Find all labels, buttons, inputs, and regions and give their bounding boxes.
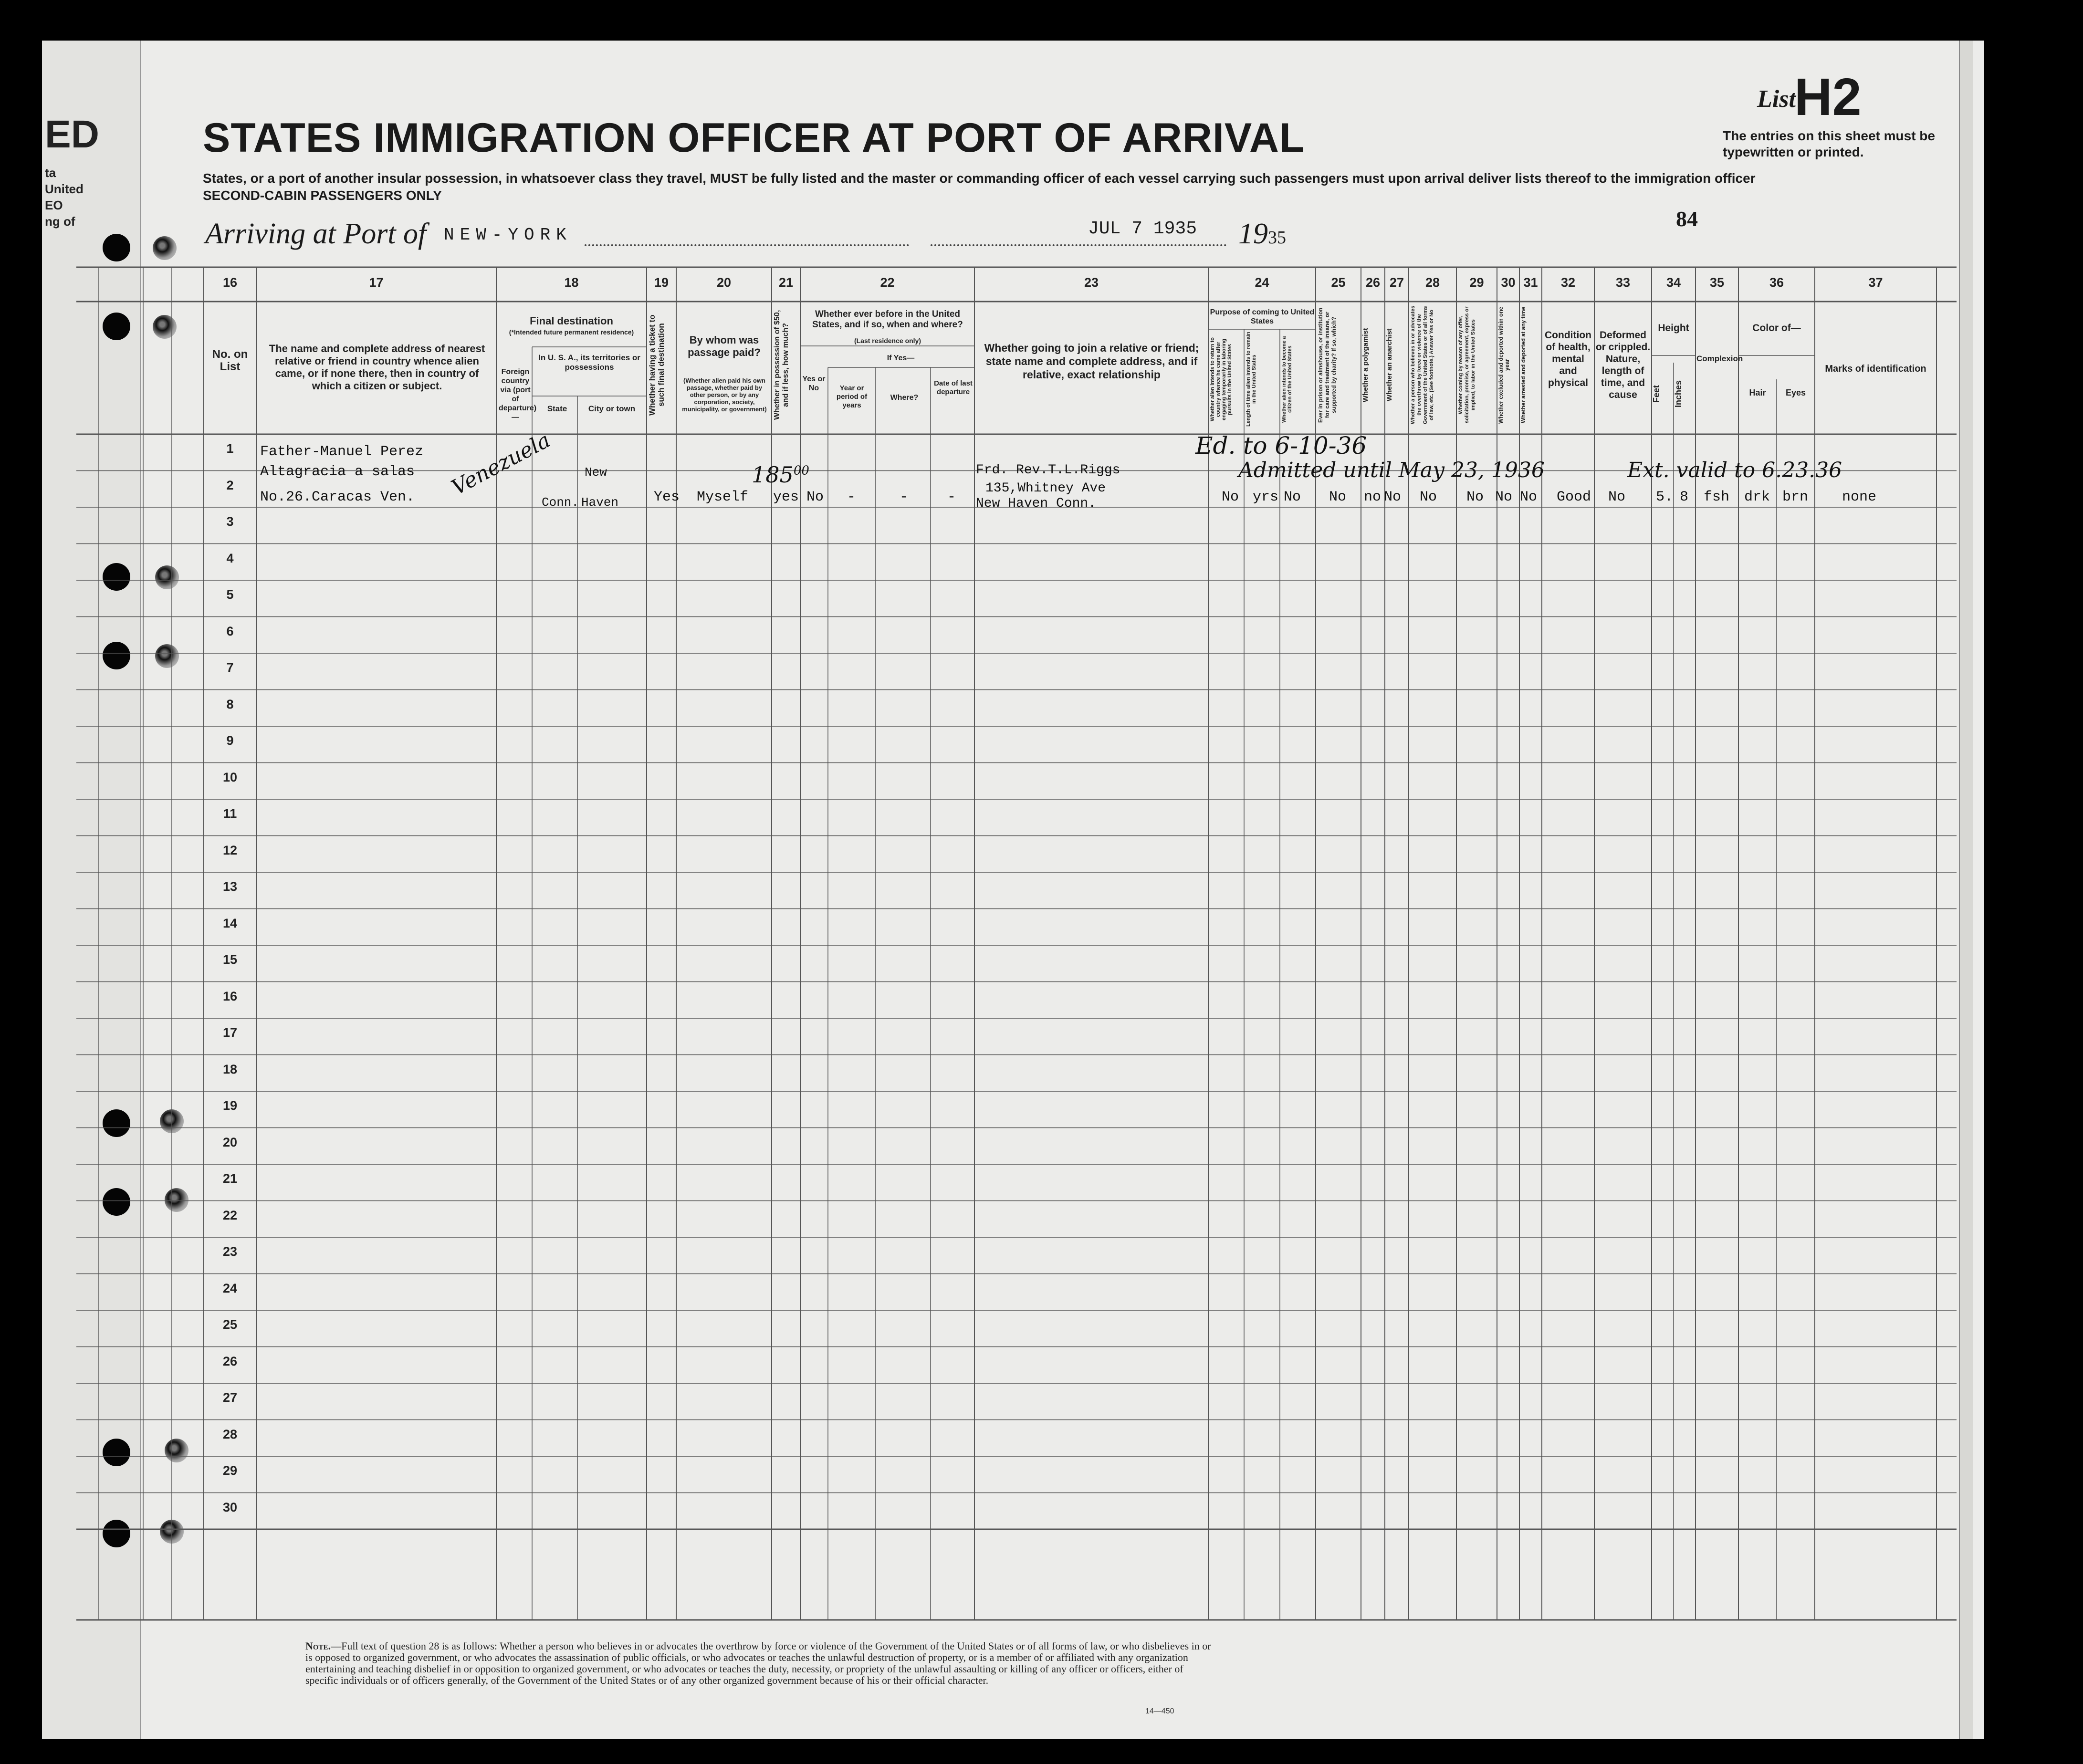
row-number: 17 [222, 1025, 238, 1040]
row-number: 12 [222, 843, 238, 857]
col-num-19: 19 [654, 275, 669, 290]
header-state: State [547, 404, 567, 413]
header-polygamist: Whether a polygamist [1361, 328, 1370, 402]
col-num-30: 30 [1501, 275, 1516, 290]
money-dollars: 185 [752, 462, 794, 488]
anarchist-value: No [1384, 489, 1402, 505]
row-number: 15 [222, 952, 238, 967]
header-labor-offer: Whether coming by reason of any offer, solicitation, promise, or agreement, express or implied, to labor in the United States [1458, 306, 1476, 424]
header-hair: Hair [1749, 388, 1766, 397]
header-purpose: Purpose of coming to United States [1210, 308, 1315, 325]
arrival-date-stamp: JUL 7 1935 [1088, 219, 1197, 239]
deformed-value: No [1608, 489, 1626, 505]
header-ticket: Whether having a ticket to such final destination [648, 314, 666, 416]
row-number: 2 [226, 478, 234, 492]
row-number: 20 [222, 1135, 238, 1149]
relative-line-3: No.26.Caracas Ven. [260, 489, 415, 505]
col-num-36: 36 [1769, 275, 1784, 290]
header-nearest-relative: The name and complete address of nearest relative or friend in country whence alien came, or if none there, then in country of which a citizen or subject. [269, 343, 485, 392]
row-number: 4 [226, 551, 234, 565]
col-num-29: 29 [1469, 275, 1484, 290]
entries-note: The entries on this sheet must be typewritten or printed. [1723, 128, 1935, 159]
header-join-relative: Whether going to join a relative or friend; state name and complete address, and if relative, exact relationship [984, 342, 1199, 381]
polygamist-value: no [1364, 489, 1382, 505]
row-number: 21 [222, 1171, 238, 1186]
join-line-1: Frd. Rev.T.L.Riggs [976, 463, 1120, 478]
city-line-2: Haven [581, 495, 619, 510]
header-final-destination-note: (*Intended future permanent residence) [509, 328, 634, 336]
col-num-31: 31 [1523, 275, 1538, 290]
money-amount [752, 462, 809, 488]
stub-fragment-5: ng of [45, 214, 75, 229]
list-label: List [1757, 85, 1796, 113]
col-num-20: 20 [716, 275, 732, 290]
money-cents: 00 [793, 463, 809, 478]
col-num-24: 24 [1255, 275, 1269, 290]
form-number: 14—450 [1145, 1707, 1174, 1715]
header-in-usa: In U. S. A., its territories or possessions [538, 353, 640, 372]
feet-value: 5. [1656, 489, 1674, 505]
footnote-text: —Full text of question 28 is as follows: Whether a person who believes in or advocates the overthrow by force or violence of the Government of the United States or of all forms of law, or who disbelieves in or is opposed to organized government, or who advocates the assassination of public officials, or who advocates or teaches the unlawful destruction of property, or is a member of or affiliated with any organization entertaining and teaching disbelief in or opposition to organized government, or who advocates or teaches the duty, necessity, or propriety of the unlawful assaulting or killing of any officer or officers, either of specific individuals or of officers generally, of the Government of the United States or of any other organized government because of his or their official character. [305, 1640, 1211, 1686]
row-number: 22 [222, 1208, 238, 1222]
year-prefix: 19 [1238, 218, 1268, 250]
col-num-17: 17 [369, 275, 384, 290]
header-purpose-return: Whether alien intends to return to country whence he came after engaging temporarily in laboring pursuits in the United States [1210, 337, 1233, 422]
col-num-37: 37 [1868, 275, 1883, 290]
header-excluded: Whether excluded and deported within one year [1497, 306, 1510, 424]
header-fifty-dollars: Whether in possession of $50, and if less, how much? [773, 310, 790, 420]
row-number: 9 [226, 733, 234, 748]
header-year-period: Year or period of years [836, 384, 868, 409]
state-value: Conn. [542, 495, 579, 510]
foreign-via-handwritten: Venezuela [448, 428, 555, 501]
header-marks: Marks of identification [1825, 364, 1926, 374]
relative-line-2: Altagracia a salas [260, 464, 415, 480]
list-number: H2 [1794, 68, 1862, 126]
col-num-27: 27 [1389, 275, 1404, 290]
sheet-number: 84 [1676, 207, 1698, 231]
header-instructions: States, or a port of another insular possession, in whatsoever class they travel, MUST be fully listed and the master or commanding officer of each vessel carrying such passengers must upon arrival deliver lists thereof to the immigration officer [203, 171, 1756, 186]
prison-value: No [1329, 489, 1347, 505]
row-number: 27 [222, 1390, 238, 1405]
stub-fragment-3: United [45, 182, 84, 196]
return-intent-value: No [1222, 489, 1239, 505]
row-number: 16 [222, 989, 238, 1003]
header-ever-before-in-us: Whether ever before in the United States, and if so, when and where? [812, 309, 963, 330]
header-overthrow: Whether a person who believes in or advocates the overthrow by force or violence of the Government of the United States or of all forms of law, etc. (See footnote.) Answer Yes or No [1410, 305, 1434, 425]
header-purpose-citizen: Whether alien intends to become a citizen of the United States [1281, 336, 1293, 423]
stub-fragment-1: ED [45, 113, 99, 156]
cabin-class: SECOND-CABIN PASSENGERS ONLY [203, 188, 442, 203]
row-number: 1 [226, 441, 234, 456]
row-number: 30 [222, 1500, 238, 1514]
header-passage-paid: By whom was passage paid? [688, 334, 761, 358]
header-complexion: Complexion [1696, 354, 1743, 363]
col-num-16: 16 [222, 275, 238, 290]
header-purpose-length: Length of time alien intends to remain in the United States [1246, 332, 1257, 427]
row-number: 11 [223, 806, 237, 821]
port-of-arrival: NEW-YORK [444, 225, 572, 245]
col-num-35: 35 [1709, 275, 1725, 290]
row-number: 23 [222, 1244, 238, 1259]
marks-value: none [1842, 489, 1877, 505]
paid-by-value: Myself [697, 489, 749, 505]
header-prison: Ever in prison or almshouse, or institution for care and treatment of the insane, or supported by charity? If so, which? [1317, 307, 1337, 423]
row-number: 6 [226, 624, 234, 638]
row-number: 19 [222, 1098, 238, 1113]
overthrow-value: No [1420, 489, 1437, 505]
row-number: 29 [222, 1463, 238, 1478]
footnote-label: Note. [305, 1640, 331, 1652]
stub-fragment-2: ta [45, 166, 56, 180]
excluded-value: No [1495, 489, 1513, 505]
header-height: Height [1658, 323, 1689, 334]
col-num-26: 26 [1365, 275, 1381, 290]
header-if-yes: If Yes— [887, 354, 915, 362]
header-foreign-country: Foreign country via (port of departure)— [499, 368, 537, 421]
length-of-stay-value: yrs [1253, 489, 1279, 505]
col-num-18: 18 [564, 275, 579, 290]
col-num-23: 23 [1084, 275, 1099, 290]
extension-annotation: Ext. valid to 6.23.36 [1627, 458, 1842, 482]
before-in-us-value: No [806, 489, 824, 505]
admitted-annotation: Admitted until May 23, 1936 [1238, 458, 1545, 482]
row-number: 5 [226, 587, 234, 602]
row-number: 7 [226, 660, 234, 675]
header-yes-or-no: Yes or No [802, 375, 826, 392]
header-city-or-town: City or town [588, 404, 636, 413]
join-line-3: New Haven Conn. [976, 496, 1097, 511]
eyes-value: brn [1782, 489, 1809, 505]
footnote [305, 1640, 1217, 1686]
col-num-28: 28 [1425, 275, 1440, 290]
col-num-32: 32 [1560, 275, 1576, 290]
header-feet: Feet [1652, 385, 1661, 403]
years-value: - [847, 489, 856, 505]
health-value: Good [1557, 489, 1591, 505]
col-num-34: 34 [1666, 275, 1681, 290]
page-title: STATES IMMIGRATION OFFICER AT PORT OF ARRIVAL [203, 115, 1305, 161]
citizen-value: No [1284, 489, 1301, 505]
row-number: 26 [222, 1354, 238, 1368]
header-inches: Inches [1674, 380, 1683, 407]
last-departure-value: - [947, 489, 956, 505]
col-num-25: 25 [1331, 275, 1346, 290]
header-eyes: Eyes [1785, 388, 1806, 397]
inches-value: 8 [1680, 489, 1689, 505]
row-number: 18 [222, 1062, 238, 1076]
complexion-value: fsh [1704, 489, 1730, 505]
row-number: 25 [222, 1317, 238, 1332]
ticket-value: Yes [654, 489, 680, 505]
col-num-33: 33 [1615, 275, 1631, 290]
arriving-label: Arriving at Port of [205, 218, 427, 250]
row-number: 24 [222, 1281, 238, 1295]
hair-value: drk [1744, 489, 1770, 505]
header-last-departure: Date of last departure [934, 379, 973, 396]
header-anarchist: Whether an anarchist [1385, 328, 1393, 402]
header-health: Condition of health, mental and physical [1545, 330, 1591, 388]
city-line-1: New [585, 465, 607, 480]
arrested-value: No [1520, 489, 1538, 505]
header-arrested: Whether arrested and deported at any time [1520, 306, 1527, 424]
stay-annotation: Ed. to 6-10-36 [1195, 432, 1367, 459]
row-number: 8 [226, 697, 234, 711]
where-value: - [900, 489, 909, 505]
row-number: 28 [222, 1427, 238, 1441]
stub-fragment-4: EO [45, 198, 63, 212]
labor-offer-value: No [1466, 489, 1484, 505]
row-number: 3 [226, 514, 234, 529]
header-last-residence: (Last residence only) [854, 337, 921, 344]
header-color-of: Color of— [1752, 323, 1801, 334]
year-suffix: 35 [1268, 228, 1286, 248]
header-no-on-list: No. on List [212, 348, 248, 373]
header-final-destination: Final destination [530, 315, 613, 327]
possession-value: yes [773, 489, 799, 505]
join-line-2: 135,Whitney Ave [985, 481, 1106, 496]
col-num-22: 22 [880, 275, 895, 290]
row-number: 13 [222, 879, 238, 894]
relative-line-1: Father-Manuel Perez [260, 444, 424, 460]
header-deformed: Deformed or crippled. Nature, length of time, and cause [1595, 330, 1651, 400]
row-number: 14 [222, 916, 238, 930]
header-where: Where? [890, 394, 919, 402]
col-num-21: 21 [778, 275, 794, 290]
header-passage-note: (Whether alien paid his own passage, whether paid by other person, or by any corporation, society, municipality, or government) [682, 377, 767, 413]
row-number: 10 [222, 770, 238, 784]
